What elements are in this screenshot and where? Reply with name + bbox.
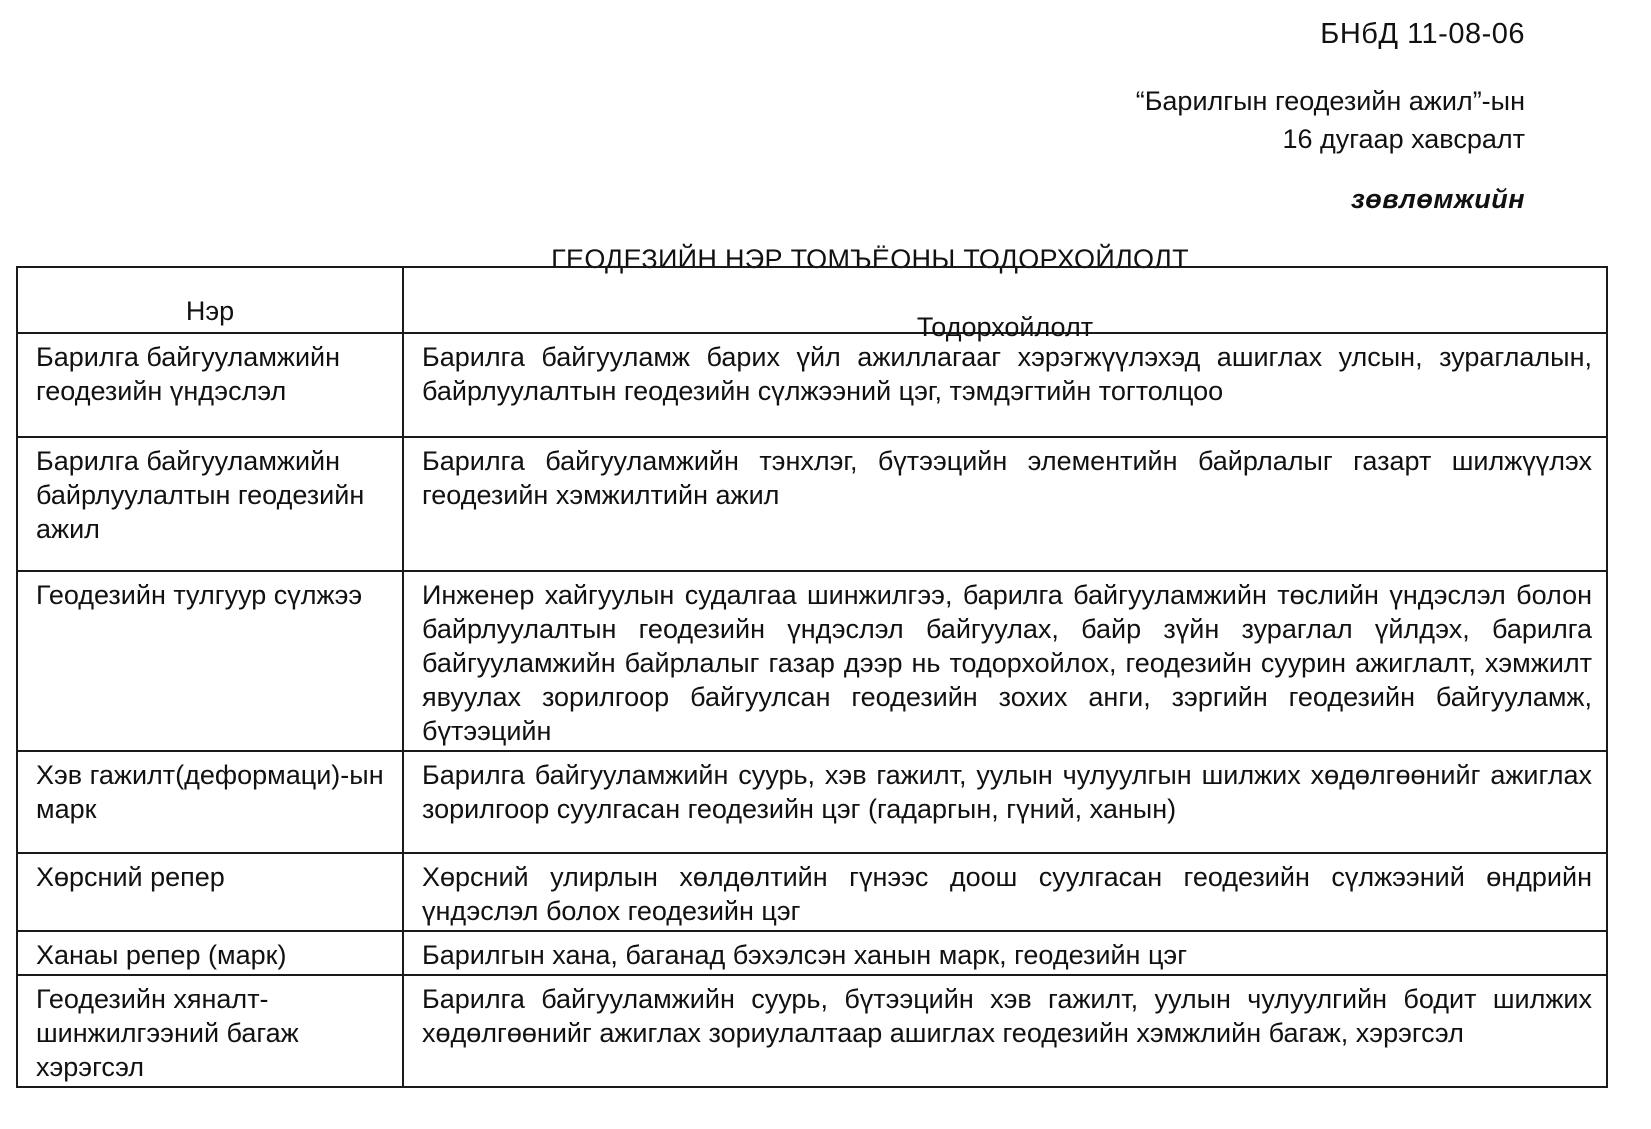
term-name: Барилга байгууламжийн геодезийн үндэслэл bbox=[17, 333, 403, 437]
appendix-note bbox=[1136, 82, 1525, 158]
table-row bbox=[17, 333, 1607, 437]
term-definition: Барилгын хана, баганад бэхэлсэн ханын марк, геодезийн цэг bbox=[403, 931, 1607, 975]
table-row bbox=[17, 931, 1607, 975]
term-definition: Инженер хайгуулын судалгаа шинжилгээ, барилга байгууламжийн төслийн үндэслэл болон байрлуулалтын геодезийн үндэслэл байгуулах, байр зүйн зураглал үйлдэх, барилга байгууламжийн байрлалыг газар дээр нь тодорхойлох, геодезийн суурин ажиглалт, хэмжилт явуулах зорилгоор байгуулсан геодезийн зохих анги, зэргийн геодезийн байгууламж, бүтээцийн bbox=[403, 571, 1607, 751]
document-title: ГЕОДЕЗИЙН НЭР ТОМЪЁОНЫ ТОДОРХОЙЛОЛТ bbox=[551, 244, 1189, 274]
term-definition: Хөрсний улирлын хөлдөлтийн гүнээс доош суулгасан геодезийн сүлжээний өндрийн үндэслэл болох геодезийн цэг bbox=[403, 853, 1607, 931]
table-row bbox=[17, 571, 1607, 751]
standard-code: БНбД 11-08-06 bbox=[1320, 18, 1525, 50]
table-row bbox=[17, 975, 1607, 1087]
table-header-row bbox=[17, 267, 1607, 333]
table-row bbox=[17, 437, 1607, 571]
terms-table bbox=[16, 266, 1608, 1088]
term-definition: Барилга байгууламж барих үйл ажиллагааг хэрэгжүүлэхэд ашиглах улсын, зураглалын, байрлуулалтын геодезийн сүлжээний цэг, тэмдэгтийн тогтолцоо bbox=[403, 333, 1607, 437]
term-name: Геодезийн хяналт-шинжилгээний багаж хэрэгсэл bbox=[17, 975, 403, 1087]
table-row bbox=[17, 853, 1607, 931]
term-definition: Барилга байгууламжийн суурь, хэв гажилт, уулын чулуулгын шилжих хөдөлгөөнийг ажиглах зорилгоор суулгасан геодезийн цэг (гадаргын, гүний, ханын) bbox=[403, 751, 1607, 853]
term-name: Хөрсний репер bbox=[17, 853, 403, 931]
term-definition: Барилга байгууламжийн тэнхлэг, бүтээцийн элементийн байрлалыг газарт шилжүүлэх геодезийн хэмжилтийн ажил bbox=[403, 437, 1607, 571]
header-name-label: Нэр bbox=[185, 296, 235, 326]
table-row bbox=[17, 751, 1607, 853]
appendix-line-1: “Барилгын геодезийн ажил”-ын bbox=[1135, 86, 1525, 116]
recommendation-label: зөвлөмжийн bbox=[1350, 184, 1525, 214]
term-name: Ханаы репер (марк) bbox=[17, 931, 403, 975]
appendix-line-2: 16 дугаар хавсралт bbox=[1282, 124, 1525, 154]
term-name: Барилга байгууламжийн байрлуулалтын геодезийн ажил bbox=[17, 437, 403, 571]
term-name: Геодезийн тулгуур сүлжээ bbox=[17, 571, 403, 751]
header-definition-label: Тодорхойлолт bbox=[916, 312, 1094, 342]
term-definition: Барилга байгууламжийн суурь, бүтээцийн хэв гажилт, уулын чулуулгийн бодит шилжих хөдөлгөөнийг ажиглах зориулалтаар ашиглах геодезийн хэмжлийн багаж, хэрэгсэл bbox=[403, 975, 1607, 1087]
header-name bbox=[17, 267, 403, 333]
term-name: Хэв гажилт(деформаци)-ын марк bbox=[17, 751, 403, 853]
header-definition bbox=[403, 267, 1607, 342]
